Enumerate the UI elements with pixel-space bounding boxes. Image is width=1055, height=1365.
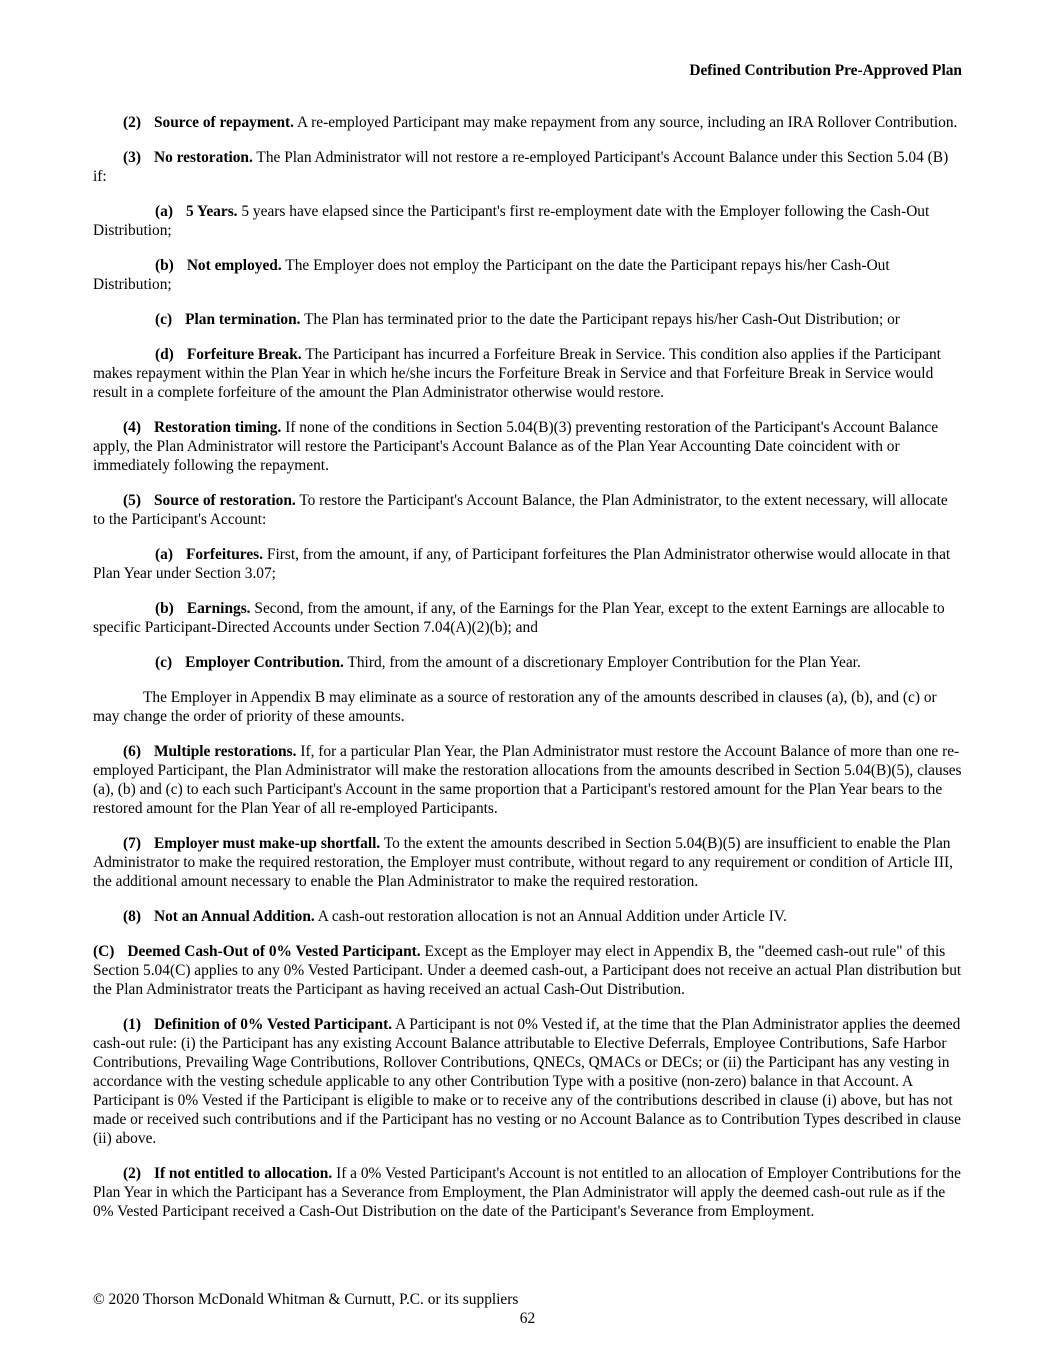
paragraph-text: A cash-out restoration allocation is not an Annual Addition under Article IV. <box>317 908 787 925</box>
paragraph-label: Not employed. <box>186 257 282 274</box>
paragraph-number: (d) <box>155 346 174 363</box>
paragraph-number: (c) <box>155 311 173 328</box>
paragraph <box>93 545 962 583</box>
paragraph-label: Forfeitures. <box>185 546 264 563</box>
paragraph-label: Plan termination. <box>185 311 301 328</box>
paragraph-label: Source of restoration. <box>153 492 296 509</box>
paragraph <box>93 653 962 672</box>
paragraph-text: The Employer in Appendix B may eliminate as a source of restoration any of the amounts described in clauses (a), (b), and (c) or may change the order of priority of these amounts. <box>93 689 937 725</box>
paragraph <box>93 418 962 475</box>
paragraph-number: (b) <box>155 257 174 274</box>
paragraph-label: If not entitled to allocation. <box>153 1165 333 1182</box>
running-header: Defined Contribution Pre-Approved Plan <box>689 62 962 79</box>
paragraph <box>93 834 962 891</box>
paragraph <box>93 491 962 529</box>
paragraph-number: (2) <box>123 1165 141 1182</box>
paragraph <box>93 202 962 240</box>
paragraph-number: (3) <box>123 149 141 166</box>
paragraph-number: (a) <box>155 203 173 220</box>
paragraph-label: Deemed Cash-Out of 0% Vested Participant. <box>127 943 421 960</box>
paragraph-text: If, for a particular Plan Year, the Plan Administrator must restore the Account Balance of more than one re-employed Participant, the Plan Administrator will make the restoration allocations from the amounts described in Section 5.04(B)(5), clauses (a), (b) and (c) to each such Participant's Account in the same proportion that a Participant's restored amount for the Plan Year bears to the restored amount for the Plan Year of all re-employed Participants. <box>93 743 962 817</box>
paragraph <box>93 148 962 186</box>
paragraph-text: The Employer does not employ the Participant on the date the Participant repays his/her Cash-Out Distribution; <box>93 257 890 293</box>
paragraph-text: The Participant has incurred a Forfeiture Break in Service. This condition also applies if the Participant makes repayment within the Plan Year in which he/she incurs the Forfeiture Break in Service and that Forfeiture Break in Service would result in a complete forfeiture of the amount the Plan Administrator otherwise would restore. <box>93 346 941 401</box>
paragraph-label: 5 Years. <box>185 203 238 220</box>
paragraph-text: First, from the amount, if any, of Participant forfeitures the Plan Administrator otherwise would allocate in that Plan Year under Section 3.07; <box>93 546 951 582</box>
paragraph <box>93 345 962 402</box>
document-body <box>93 97 962 1221</box>
paragraph-text: The Plan has terminated prior to the date the Participant repays his/her Cash-Out Distribution; or <box>304 311 900 328</box>
paragraph <box>93 256 962 294</box>
paragraph-text: A re-employed Participant may make repayment from any source, including an IRA Rollover Contribution. <box>297 114 958 131</box>
paragraph <box>93 599 962 637</box>
paragraph-label: Multiple restorations. <box>153 743 297 760</box>
paragraph-text: If none of the conditions in Section 5.04(B)(3) preventing restoration of the Participant's Account Balance apply, the Plan Administrator will restore the Participant's Account Balance as of the Plan Year Accounting Date coincident with or immediately following the repayment. <box>93 419 939 474</box>
paragraph <box>93 742 962 818</box>
paragraph-label: Not an Annual Addition. <box>153 908 315 925</box>
paragraph <box>93 310 962 329</box>
paragraph-label: Earnings. <box>186 600 251 617</box>
paragraph-text: The Plan Administrator will not restore a re-employed Participant's Account Balance under this Section 5.04 (B) if: <box>93 149 949 185</box>
footer-copyright: © 2020 Thorson McDonald Whitman & Curnutt, P.C. or its suppliers <box>93 1291 519 1308</box>
paragraph-number: (C) <box>93 943 115 960</box>
paragraph-number: (2) <box>123 114 141 131</box>
paragraph-label: Employer Contribution. <box>185 654 344 671</box>
paragraph-text: 5 years have elapsed since the Participant's first re-employment date with the Employer following the Cash-Out Distribution; <box>93 203 930 239</box>
paragraph-label: Definition of 0% Vested Participant. <box>153 1016 393 1033</box>
paragraph <box>93 113 962 132</box>
paragraph-number: (a) <box>155 546 173 563</box>
paragraph <box>93 1015 962 1148</box>
paragraph-text: Except as the Employer may elect in Appendix B, the "deemed cash-out rule" of this Section 5.04(C) applies to any 0% Vested Participant. Under a deemed cash-out, a Participant does not receive an actual Plan distribution but the Plan Administrator treats the Participant as having received an actual Cash-Out Distribution. <box>93 943 962 998</box>
paragraph-label: No restoration. <box>153 149 253 166</box>
paragraph <box>93 907 962 926</box>
paragraph-text: To restore the Participant's Account Balance, the Plan Administrator, to the extent necessary, will allocate to the Participant's Account: <box>93 492 948 528</box>
paragraph <box>93 688 962 726</box>
paragraph-number: (7) <box>123 835 141 852</box>
paragraph <box>93 1164 962 1221</box>
paragraph-number: (5) <box>123 492 141 509</box>
paragraph-label: Restoration timing. <box>153 419 282 436</box>
paragraph-label: Source of repayment. <box>153 114 295 131</box>
paragraph-text: If a 0% Vested Participant's Account is not entitled to an allocation of Employer Contributions for the Plan Year in which the Participant has a Severance from Employment, the Plan Administrator will apply the deemed cash-out rule as if the 0% Vested Participant received a Cash-Out Distribution on the date of the Participant's Severance from Employment. <box>93 1165 961 1220</box>
paragraph <box>93 942 962 999</box>
paragraph-number: (8) <box>123 908 141 925</box>
paragraph-text: Third, from the amount of a discretionary Employer Contribution for the Plan Year. <box>347 654 861 671</box>
paragraph-number: (4) <box>123 419 141 436</box>
paragraph-number: (b) <box>155 600 174 617</box>
paragraph-label: Forfeiture Break. <box>186 346 302 363</box>
paragraph-text: A Participant is not 0% Vested if, at the time that the Plan Administrator applies the deemed cash-out rule: (i) the Participant has any existing Account Balance attributable to Elective Deferrals, Employee Contributions, Safe Harbor Contributions, Prevailing Wage Contributions, Rollover Contributions, QNECs, QMACs or DECs; or (ii) the Participant has any vesting in accordance with the vesting schedule applicable to any other Contribution Type with a positive (non-zero) balance in that Account. A Participant is 0% Vested if the Participant is eligible to make or to receive any of the contributions described in clause (i) above, but has not made or received such contributions and if the Participant has no vesting or no Account Balance as to Contribution Types described in clause (ii) above. <box>93 1016 961 1147</box>
paragraph-number: (1) <box>123 1016 141 1033</box>
paragraph-label: Employer must make-up shortfall. <box>153 835 381 852</box>
paragraph-number: (6) <box>123 743 141 760</box>
paragraph-number: (c) <box>155 654 173 671</box>
paragraph-text: Second, from the amount, if any, of the Earnings for the Plan Year, except to the extent Earnings are allocable to specific Participant-Directed Accounts under Section 7.04(A)(2)(b); and <box>93 600 945 636</box>
paragraph-text: To the extent the amounts described in Section 5.04(B)(5) are insufficient to enable the Plan Administrator to make the required restoration, the Employer must contribute, without regard to any requirement or condition of Article III, the additional amount necessary to enable the Plan Administrator to make the required restoration. <box>93 835 953 890</box>
page-number: 62 <box>519 1310 536 1327</box>
